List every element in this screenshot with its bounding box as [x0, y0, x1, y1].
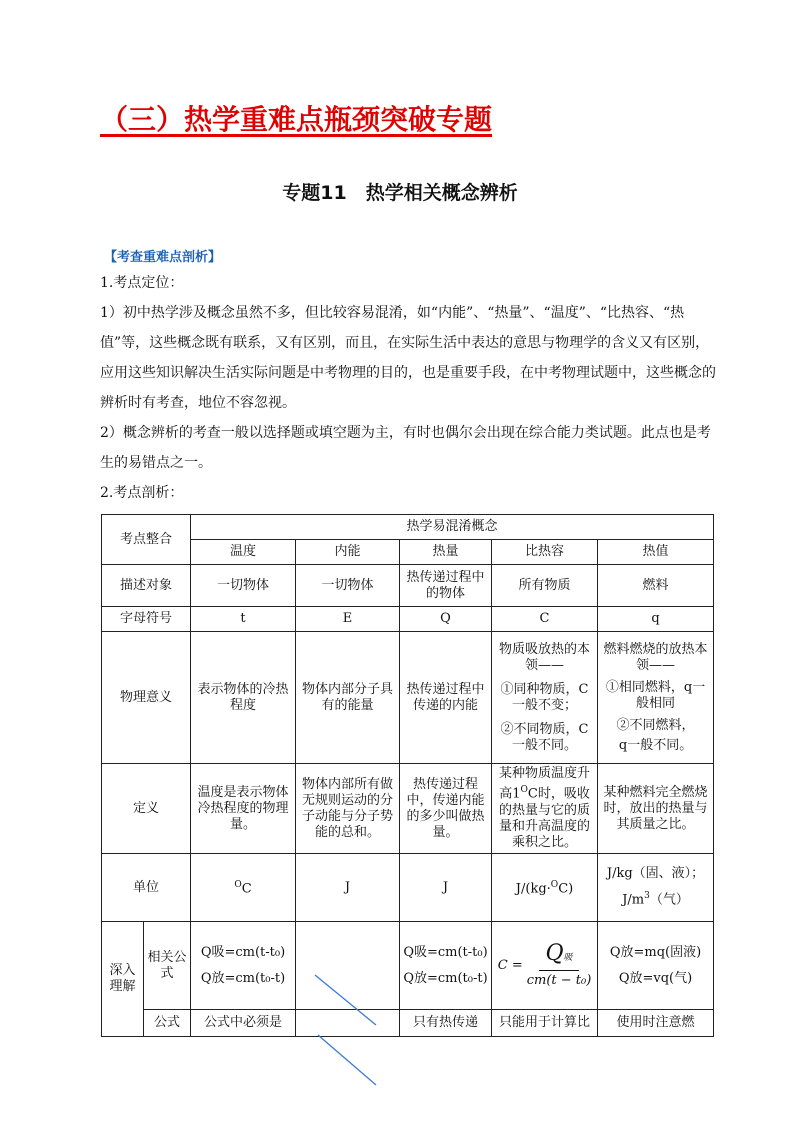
row-label: 物理意义 [102, 632, 191, 764]
unit-text: （气） [649, 892, 689, 908]
table-row [102, 607, 714, 632]
table-cell-heat-value-meaning [598, 632, 714, 764]
table-cell: 表示物体的冷热程度 [191, 632, 296, 764]
table-cell: 物体内部所有做无规则运动的分子动能与分子势能的总和。 [296, 764, 400, 854]
table-row [102, 565, 714, 607]
meaning-line: ①同种物质，C一般不变； [500, 681, 589, 713]
formula-text: Q [545, 941, 564, 966]
concept-table [101, 514, 714, 1037]
meaning-line: ②不同物质，C一般不同。 [500, 721, 589, 753]
definition-text: C时，吸收的热量与它的质量和升高温度的乘积之比。 [499, 786, 591, 850]
table-cell-specific-heat-unit: J/(kg·$^O$C) [492, 854, 598, 922]
point-1-paragraph-2: 2）概念辨析的考查一般以选择题或填空题为主，有时也偶尔会出现在综合能力类试题。此点也是考生的易错点之一。 [100, 425, 711, 471]
table-cell: 只有热传递 [400, 1010, 492, 1037]
unit-text: C) [558, 881, 574, 897]
definition-text: 某种物质温度升高1 [499, 766, 591, 802]
meaning-line: q一般不同。 [618, 737, 693, 753]
meaning-line: 燃料燃烧的放热本领—— [603, 641, 708, 673]
table-cell: 物体内部分子具有的能量 [296, 632, 400, 764]
table-row [102, 854, 714, 922]
formula-text: cm(t − t₀) [526, 973, 592, 988]
table-row [102, 764, 714, 854]
formula-text: Q放=mq(固液) [609, 944, 702, 960]
corner-header: 考点整合 [102, 515, 191, 565]
table-cell-heat-formula [400, 922, 492, 1010]
row-group-label: 深入理解 [102, 922, 144, 1037]
formula-text: C = [497, 957, 523, 973]
meaning-line: ①相同燃料，q一般相同 [605, 679, 706, 711]
table-cell [296, 922, 400, 1010]
specific-heat-formula [498, 942, 592, 989]
table-cell: 热传递过程中，传递内能的多少叫做热量。 [400, 764, 492, 854]
group-header: 热学易混淆概念 [191, 515, 714, 540]
row-label: 相关公式 [144, 922, 191, 1010]
formula-text: Q放=vq(气) [618, 970, 693, 986]
unit-text: C [241, 881, 252, 897]
table-cell-specific-heat-definition: 某种物质温度升高$1^OC$时，吸收的热量与它的质量和升高温度的乘积之比。 [492, 764, 598, 854]
formula-text: Q放=cm(t₀-t) [200, 970, 286, 986]
meaning-line: ②不同燃料， [616, 717, 695, 733]
annotation-line [318, 1035, 376, 1085]
row-label: 字母符号 [102, 607, 191, 632]
unit-text: J/kg（固、液）； [606, 866, 705, 882]
formula-text: 吸 [563, 953, 573, 963]
table-cell-heat-value-unit: J/kg（固、液）； $J/m^3$（气） [598, 854, 714, 922]
table-cell: Q [400, 607, 492, 632]
table-row [102, 1010, 714, 1037]
row-label: 定义 [102, 764, 191, 854]
table-cell: C [492, 607, 598, 632]
page-subtitle: 专题11 热学相关概念辨析 [282, 182, 518, 204]
table-cell-temp-formula [191, 922, 296, 1010]
column-header: 温度 [191, 540, 296, 565]
formula-text: Q吸=cm(t-t₀) [403, 944, 488, 960]
table-cell: 一切物体 [191, 565, 296, 607]
table-row [102, 922, 714, 1010]
table-cell: 温度是表示物体冷热程度的物理量。 [191, 764, 296, 854]
column-header: 热量 [400, 540, 492, 565]
column-header: 比热容 [492, 540, 598, 565]
row-label: 单位 [102, 854, 191, 922]
column-header: 热值 [598, 540, 714, 565]
meaning-line: 物质吸放热的本领—— [499, 641, 591, 673]
table-cell: J [296, 854, 400, 922]
formula-text: Q放=cm(t₀-t) [403, 970, 488, 986]
table-cell: 使用时注意燃 [598, 1010, 714, 1037]
table-cell-specific-heat-meaning [492, 632, 598, 764]
table-cell: 某种燃料完全燃烧时，放出的热量与其质量之比。 [598, 764, 714, 854]
table-cell: q [598, 607, 714, 632]
row-label: 公式 [144, 1010, 191, 1037]
table-row [102, 540, 714, 565]
table-row [102, 632, 714, 764]
point-1-paragraph-1: 1）初中热学涉及概念虽然不多，但比较容易混淆，如“内能”、“热量”、“温度”、“比热容、“热值”等，这些概念既有联系，又有区别，而且，在实际生活中表达的意思与物理学的含义又有区别，应用这些知识解决生活实际问题是中考物理的目的，也是重要手段，在中考物理试题中，这些概念的辨析时有考查，地位不容忽视。 [100, 305, 716, 411]
column-header: 内能 [296, 540, 400, 565]
table-cell: 公式中必须是 [191, 1010, 296, 1037]
table-cell: 燃料 [598, 565, 714, 607]
table-cell: 只能用于计算比 [492, 1010, 598, 1037]
table-cell: 热传递过程中的物体 [400, 565, 492, 607]
table-cell-heat-value-formula [598, 922, 714, 1010]
table-cell [296, 1010, 400, 1037]
table-cell: E [296, 607, 400, 632]
table-cell-specific-heat-formula [492, 922, 598, 1010]
point-2-title: 2.考点剖析： [100, 485, 184, 501]
table-row [102, 515, 714, 540]
point-1-title: 1.考点定位： [100, 275, 184, 291]
page-title: （三）热学重难点瓶颈突破专题 [100, 103, 493, 136]
formula-text: Q吸=cm(t-t₀) [200, 944, 286, 960]
table-cell: t [191, 607, 296, 632]
table-cell-temp-unit: $^O$C [191, 854, 296, 922]
unit-text: J/(kg· [515, 881, 551, 897]
table-cell: 热传递过程中传递的内能 [400, 632, 492, 764]
table-cell: 所有物质 [492, 565, 598, 607]
unit-text: J/m [622, 892, 645, 908]
table-cell: 一切物体 [296, 565, 400, 607]
section-label: 【考查重难点剖析】 [104, 250, 222, 265]
row-label: 描述对象 [102, 565, 191, 607]
table-cell: J [400, 854, 492, 922]
